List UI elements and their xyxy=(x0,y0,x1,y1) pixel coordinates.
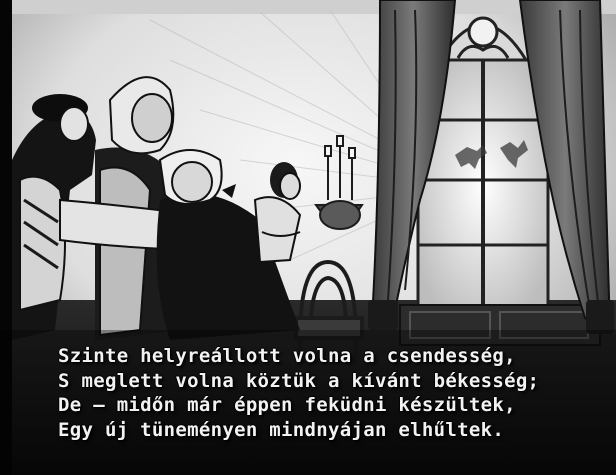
caption-line-2: S meglett volna köztük a kívánt békesség; xyxy=(58,369,540,392)
caption-line-4: Egy új tüneményen mindnyájan elhűltek. xyxy=(58,418,505,441)
caption-line-3: De — midőn már éppen feküdni készültek, xyxy=(58,394,516,416)
caption xyxy=(58,344,598,442)
caption-line-1: Szinte helyreállott volna a csendesség, xyxy=(58,345,516,367)
